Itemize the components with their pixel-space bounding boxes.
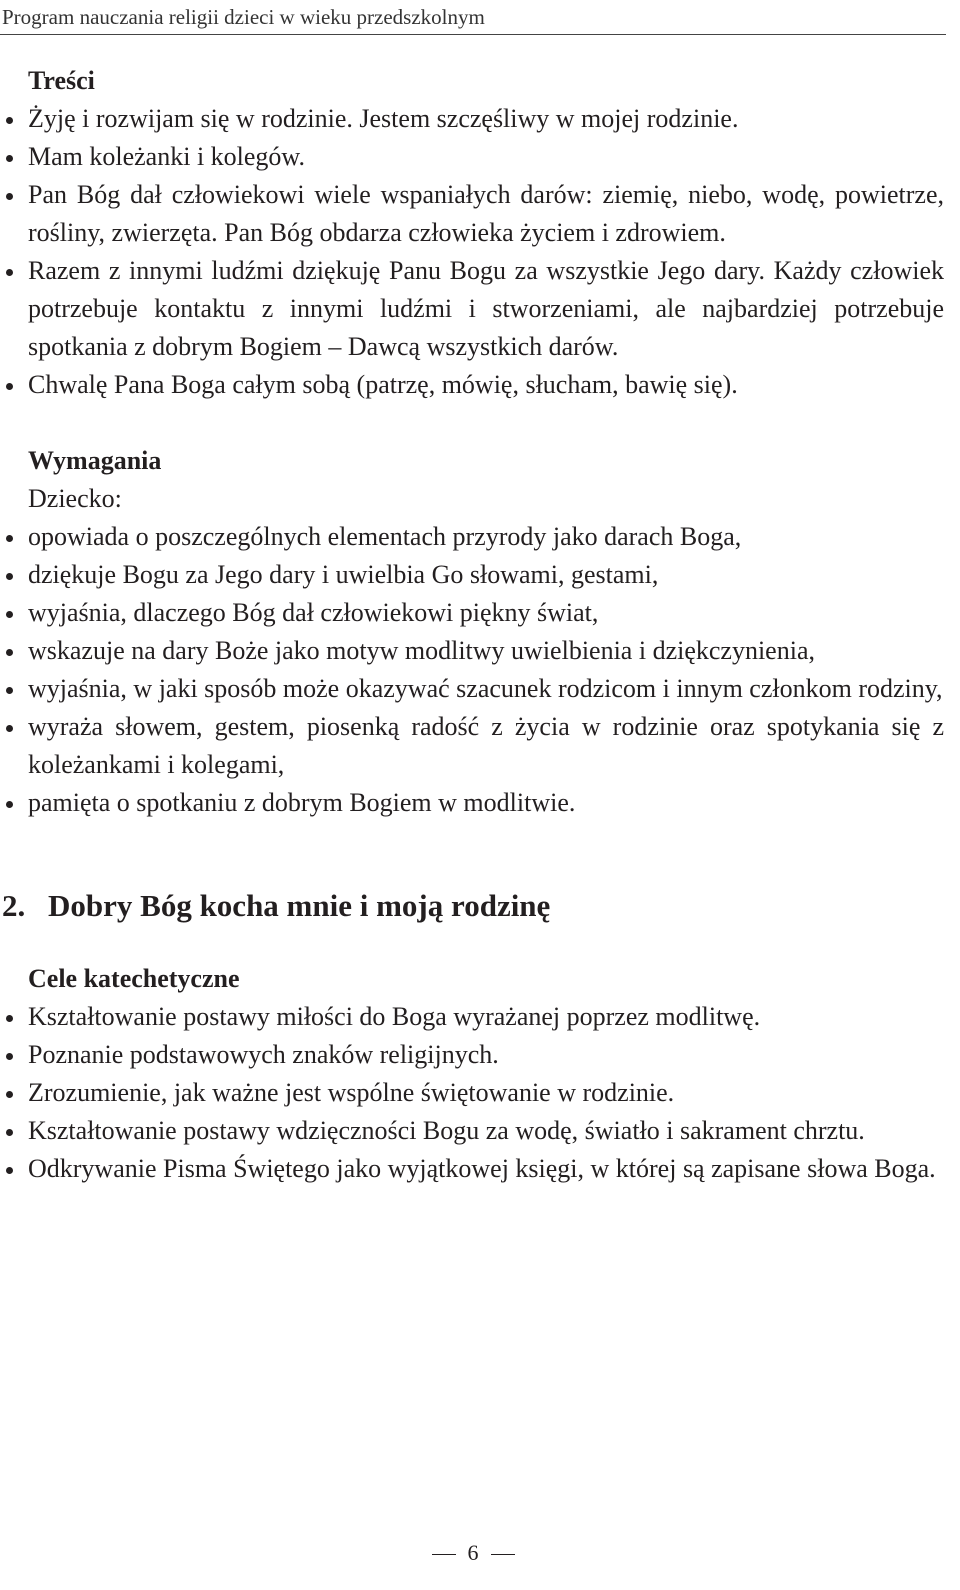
list-item-text: opowiada o poszczególnych elementach przyrody jako darach Boga,: [28, 522, 742, 551]
list-item-text: Kształtowanie postawy miłości do Boga wyrażanej poprzez modlitwę.: [28, 1002, 761, 1031]
list-item-text: wyjaśnia, w jaki sposób może okazywać szacunek rodzicom i innym członkom rodziny,: [28, 674, 943, 703]
bullet-icon: [6, 801, 13, 808]
tresci-list: [28, 100, 944, 404]
bullet-icon: [6, 1015, 13, 1022]
bullet-icon: [6, 535, 13, 542]
list-item-text: wskazuje na dary Boże jako motyw modlitwy uwielbienia i dziękczynienia,: [28, 636, 815, 665]
bullet-icon: [6, 611, 13, 618]
list-item: [28, 100, 944, 138]
footer-dash-left: [432, 1554, 456, 1555]
chapter-number: 2.: [2, 888, 26, 923]
list-item: [28, 252, 944, 366]
list-item-text: Pan Bóg dał człowiekowi wiele wspaniałych darów: ziemię, niebo, wodę, powietrze, rośliny, zwierzęta. Pan Bóg obdarza człowieka życiem i zdrowiem.: [28, 180, 944, 247]
list-item-text: Odkrywanie Pisma Świętego jako wyjątkowej księgi, w której są zapisane słowa Boga.: [28, 1154, 936, 1183]
tresci-heading: Treści: [28, 66, 95, 95]
list-item-text: dziękuje Bogu za Jego dary i uwielbia Go słowami, gestami,: [28, 560, 659, 589]
list-item: [28, 784, 944, 822]
bullet-icon: [6, 155, 13, 162]
list-item: [28, 1112, 944, 1150]
list-item-text: Chwalę Pana Boga całym sobą (patrzę, mówię, słucham, bawię się).: [28, 370, 738, 399]
list-item: [28, 556, 944, 594]
list-item-text: Mam koleżanki i kolegów.: [28, 142, 306, 171]
list-item: [28, 632, 944, 670]
page-footer: [0, 1538, 946, 1568]
running-header: Program nauczania religii dzieci w wieku przedszkolnym: [2, 5, 485, 29]
bullet-icon: [6, 1129, 13, 1136]
page-content: [2, 62, 944, 1188]
cele-heading: Cele katechetyczne: [28, 964, 240, 993]
list-item-text: Żyję i rozwijam się w rodzinie. Jestem szczęśliwy w mojej rodzinie.: [28, 104, 739, 133]
bullet-icon: [6, 383, 13, 390]
wymagania-intro: Dziecko:: [28, 484, 122, 513]
bullet-icon: [6, 1091, 13, 1098]
list-item-text: wyraża słowem, gestem, piosenką radość z życia w rodzinie oraz spotykania się z koleżankami i kolegami,: [28, 712, 944, 779]
header-rule: [0, 34, 946, 35]
cele-list: [28, 998, 944, 1188]
list-item-text: Poznanie podstawowych znaków religijnych.: [28, 1040, 499, 1069]
list-item: [28, 176, 944, 252]
list-item-text: wyjaśnia, dlaczego Bóg dał człowiekowi piękny świat,: [28, 598, 599, 627]
list-item: [28, 1150, 944, 1188]
bullet-icon: [6, 1167, 13, 1174]
wymagania-heading: Wymagania: [28, 446, 162, 475]
list-item-text: Zrozumienie, jak ważne jest wspólne świętowanie w rodzinie.: [28, 1078, 675, 1107]
wymagania-list: [28, 518, 944, 822]
page-number: 6: [467, 1540, 479, 1565]
bullet-icon: [6, 117, 13, 124]
list-item: [28, 670, 944, 708]
list-item: [28, 998, 944, 1036]
list-item: [28, 708, 944, 784]
bullet-icon: [6, 573, 13, 580]
list-item-text: Kształtowanie postawy wdzięczności Bogu za wodę, światło i sakrament chrztu.: [28, 1116, 865, 1145]
list-item: [28, 1074, 944, 1112]
bullet-icon: [6, 725, 13, 732]
list-item: [28, 594, 944, 632]
bullet-icon: [6, 1053, 13, 1060]
list-item-text: pamięta o spotkaniu z dobrym Bogiem w modlitwie.: [28, 788, 576, 817]
list-item-text: Razem z innymi ludźmi dziękuję Panu Bogu za wszystkie Jego dary. Każdy człowiek potrzebuje kontaktu z innymi ludźmi i stworzeniami, ale najbardziej potrzebuje spotkania z dobrym Bogiem – Dawcą wszystkich darów.: [28, 256, 944, 361]
chapter-title-text: Dobry Bóg kocha mnie i moją rodzinę: [48, 888, 551, 923]
bullet-icon: [6, 193, 13, 200]
footer-dash-right: [491, 1554, 515, 1555]
bullet-icon: [6, 649, 13, 656]
list-item: [28, 366, 944, 404]
list-item: [28, 138, 944, 176]
list-item: [28, 1036, 944, 1074]
bullet-icon: [6, 687, 13, 694]
chapter-title: [2, 884, 944, 928]
bullet-icon: [6, 269, 13, 276]
list-item: [28, 518, 944, 556]
